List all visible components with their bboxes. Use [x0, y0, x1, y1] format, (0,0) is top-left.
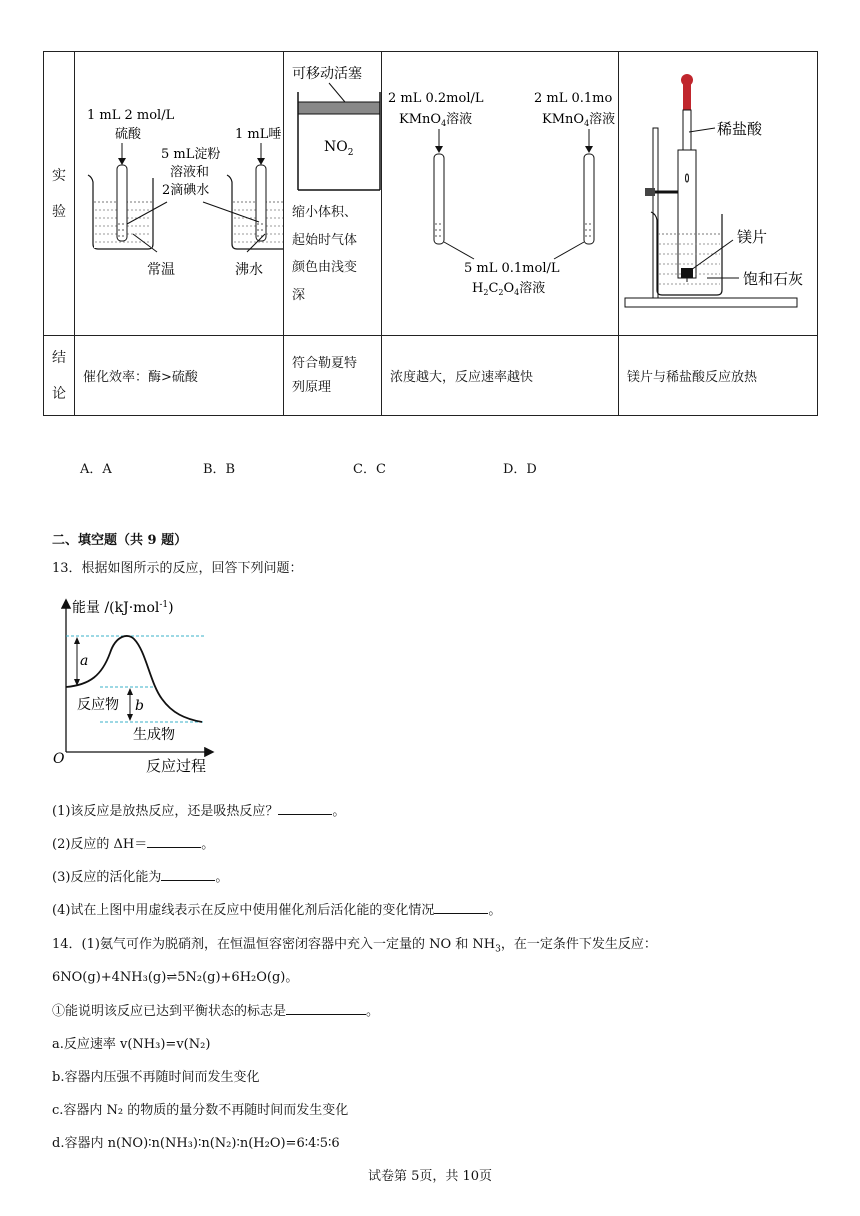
answer-blank[interactable] [434, 901, 488, 914]
cell-a-experiment [75, 52, 284, 336]
svg-text:能量 /(kJ·mol-1): 能量 /(kJ·mol$^{-1}$) [72, 600, 174, 616]
conclusion-c: 浓度越大，反应速率越快 [382, 336, 619, 416]
q13-sub1: (1)该反应是放热反应，还是吸热反应？ 。 [52, 804, 346, 819]
kmno4-tubes-diagram [382, 52, 619, 335]
mg-hcl-apparatus-diagram [619, 52, 818, 335]
svg-text:KMnO4溶液: KMnO$_4$溶液 [542, 112, 616, 128]
svg-text:1 mL唾: 1 mL唾 [235, 127, 282, 142]
cell-d-experiment [619, 52, 818, 336]
q13-sub2: (2)反应的 ΔH＝ 。 [52, 837, 215, 852]
row-header-experiment: 实验 [44, 52, 75, 336]
option-d[interactable]: D．D [503, 462, 537, 477]
q13-sub4: (4)试在上图中用虚线表示在反应中使用催化剂后活化能的变化情况 。 [52, 903, 502, 918]
q14-option-d: d.容器内 n(NO)∶n(NH₃)∶n(N₂)∶n(H₂O)=6∶4∶5∶6 [52, 1136, 340, 1151]
svg-text:1 mL 2 mol/L: 1 mL 2 mol/L [87, 108, 175, 123]
svg-text:5 mL淀粉: 5 mL淀粉 [161, 147, 221, 162]
svg-text:反应过程: 反应过程 [146, 757, 207, 775]
svg-text:沸水: 沸水 [235, 262, 263, 278]
svg-text:KMnO4溶液: KMnO$_4$溶液 [399, 112, 473, 128]
svg-text:常温: 常温 [147, 262, 175, 278]
conclusion-d: 镁片与稀盐酸反应放热 [619, 336, 818, 416]
svg-text:硫酸: 硫酸 [115, 127, 142, 142]
answer-blank[interactable] [147, 835, 201, 848]
q14-equation: 6NO(g)+4NH₃(g)⇌5N₂(g)+6H₂O(g)。 [52, 970, 299, 985]
svg-text:a: a [80, 653, 89, 669]
svg-text:b: b [135, 698, 144, 714]
q14-stem: 14．(1)氨气可作为脱硝剂，在恒温恒容密闭容器中充入一定量的 NO 和 $NH_3$，在一定条件下发生反应： [52, 937, 657, 955]
answer-blank[interactable] [278, 802, 332, 815]
svg-text:2 mL 0.1mo: 2 mL 0.1mo [534, 91, 613, 106]
svg-text:镁片: 镁片 [737, 228, 768, 246]
option-a[interactable]: A．A [80, 462, 112, 477]
enzyme-beaker-diagram [75, 52, 284, 335]
energy-profile-diagram [50, 595, 220, 777]
answer-blank[interactable] [286, 1002, 366, 1015]
conclusion-a: 催化效率：酶>硫酸 [75, 336, 284, 416]
page-footer: 试卷第 5页，共 10页 [367, 1169, 493, 1184]
svg-text:饱和石灰: 饱和石灰 [743, 270, 804, 288]
svg-text:O: O [53, 751, 65, 767]
option-c[interactable]: C．C [353, 462, 386, 477]
section-title: 二、填空题（共 9 题） [52, 533, 188, 548]
q14-part1: ①能说明该反应已达到平衡状态的标志是 。 [52, 1004, 380, 1019]
conclusion-b: 符合勒夏特 列原理 [284, 336, 382, 416]
option-b[interactable]: B．B [203, 462, 236, 477]
svg-text:稀盐酸: 稀盐酸 [717, 120, 763, 138]
svg-text:可移动活塞: 可移动活塞 [292, 66, 362, 82]
svg-text:2滴碘水: 2滴碘水 [162, 183, 210, 198]
svg-text:NO2: $NO_2$ [324, 139, 354, 158]
answer-blank[interactable] [161, 868, 215, 881]
q13-sub3: (3)反应的活化能为 。 [52, 870, 229, 885]
cell-b-experiment [284, 52, 382, 336]
row-header-conclusion: 结论 [44, 336, 75, 416]
q14-option-a: a.反应速率 v(NH₃)=v(N₂) [52, 1037, 211, 1052]
experiment-table [43, 51, 818, 416]
q14-option-c: c.容器内 N₂ 的物质的量分数不再随时间而发生变化 [52, 1103, 349, 1118]
svg-text:生成物: 生成物 [133, 727, 175, 743]
q14-option-b: b.容器内压强不再随时间而发生变化 [52, 1070, 260, 1085]
q13-stem: 13．根据如图所示的反应，回答下列问题： [52, 561, 303, 576]
svg-text:H2C2O4溶液: $H_2C_2O_4$溶液 [472, 281, 546, 297]
svg-text:5 mL 0.1mol/L: 5 mL 0.1mol/L [464, 261, 560, 276]
svg-text:2 mL 0.2mol/L: 2 mL 0.2mol/L [388, 91, 484, 106]
no2-observation-text: 缩小体积、 起始时气体 颜色由浅变 深 [292, 205, 358, 303]
svg-text:反应物: 反应物 [77, 697, 119, 713]
cell-c-experiment [382, 52, 619, 336]
svg-text:溶液和: 溶液和 [170, 165, 210, 180]
